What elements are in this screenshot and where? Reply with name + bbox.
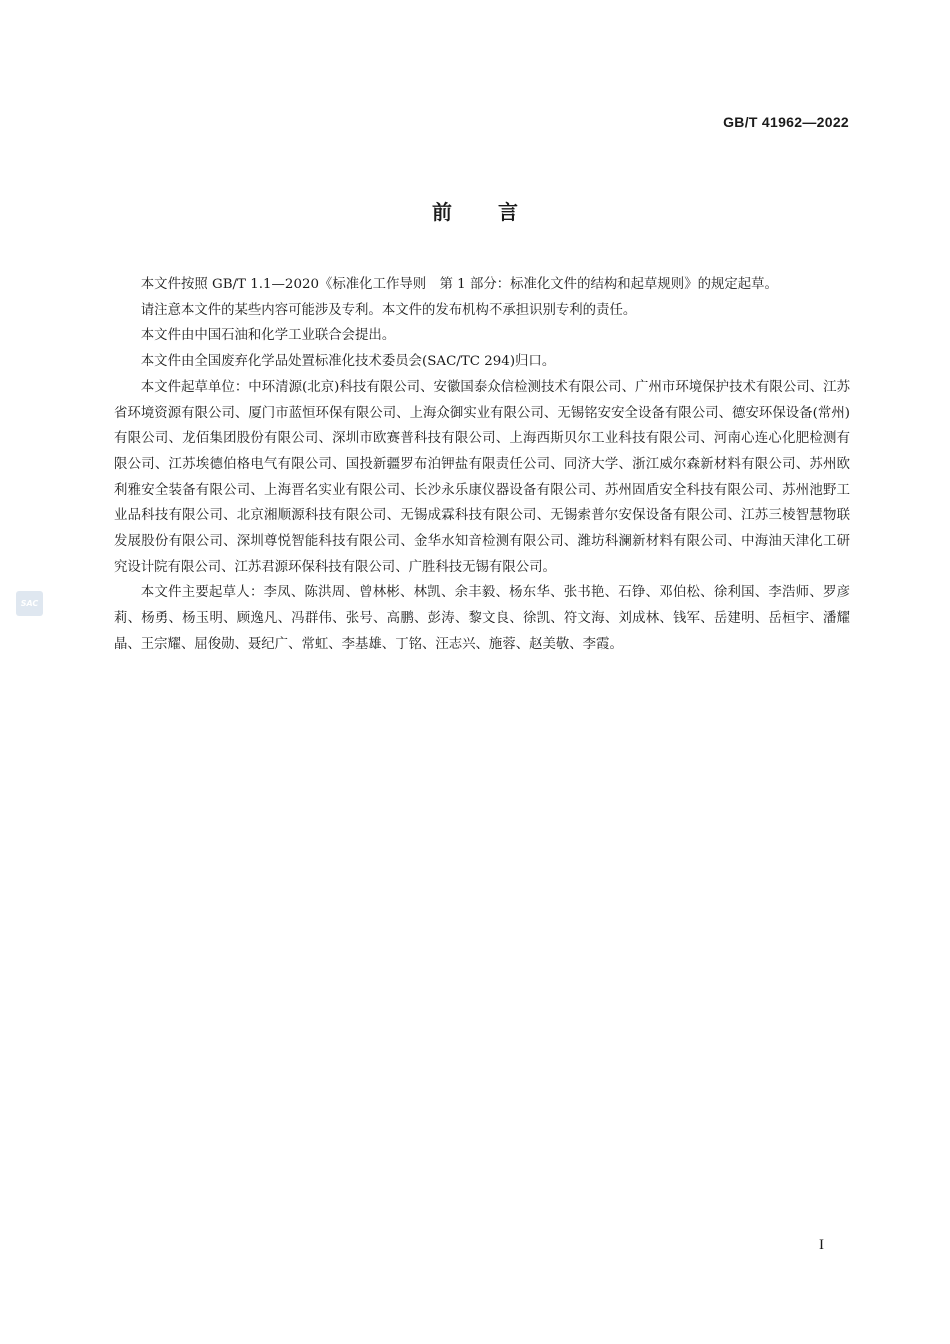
paragraph-drafting-rules: 本文件按照 GB/T 1.1—2020《标准化工作导则 第 1 部分：标准化文件的结构和起草规则》的规定起草。 [140,277,778,292]
sac-logo-watermark [16,591,43,616]
paragraph-proposer: 本文件由中国石油和化学工业联合会提出。 [140,328,396,344]
title-char-2: 言 [498,200,518,224]
page-number: I [819,1237,824,1253]
title-char-1: 前 [432,200,452,224]
paragraph-drafters: 本文件主要起草人：李凤、陈洪周、曾林彬、林凯、余丰毅、杨东华、张书艳、石铮、邓伯松、徐利国、李浩师、罗彦莉、杨勇、杨玉明、顾逸凡、冯群伟、张号、高鹏、彭涛、黎文良、徐凯、符文海、刘成林、钱军、岳建明、岳桓宇、潘耀晶、王宗耀、屈俊勋、聂纪广、常虹、李基雄、丁铭、汪志兴、施蓉、赵美敬、李霞。 [114,585,850,652]
page-title [0,196,950,225]
foreword-body [114,272,850,658]
paragraph-patent-notice: 请注意本文件的某些内容可能涉及专利。本文件的发布机构不承担识别专利的责任。 [140,302,637,318]
paragraph-committee: 本文件由全国废弃化学品处置标准化技术委员会(SAC/TC 294)归口。 [140,354,556,370]
standard-code: GB/T 41962—2022 [723,114,849,130]
sac-logo-text: SAC [20,599,39,608]
paragraph-drafting-units: 本文件起草单位：中环清源(北京)科技有限公司、安徽国泰众信检测技术有限公司、广州市环境保护技术有限公司、江苏省环境资源有限公司、厦门市蓝恒环保有限公司、上海众御实业有限公司、无锡铭安安全设备有限公司、德安环保设备(常州)有限公司、龙佰集团股份有限公司、深圳市欧赛普科技有限公司、上海西斯贝尔工业科技有限公司、河南心连心化肥检测有限公司、江苏埃德伯格电气有限公司、国投新疆罗布泊钾盐有限责任公司、同济大学、浙江威尔森新材料有限公司、苏州欧利雅安全装备有限公司、上海晋名实业有限公司、长沙永乐康仪器设备有限公司、苏州固盾安全科技有限公司、苏州池野工业品科技有限公司、北京湘顺源科技有限公司、无锡成霖科技有限公司、无锡索普尔安保设备有限公司、江苏三棱智慧物联发展股份有限公司、深圳尊悦智能科技有限公司、金华水知音检测有限公司、潍坊科澜新材料有限公司、中海油天津化工研究设计院有限公司、江苏君源环保科技有限公司、广胜科技无锡有限公司。 [114,379,850,575]
